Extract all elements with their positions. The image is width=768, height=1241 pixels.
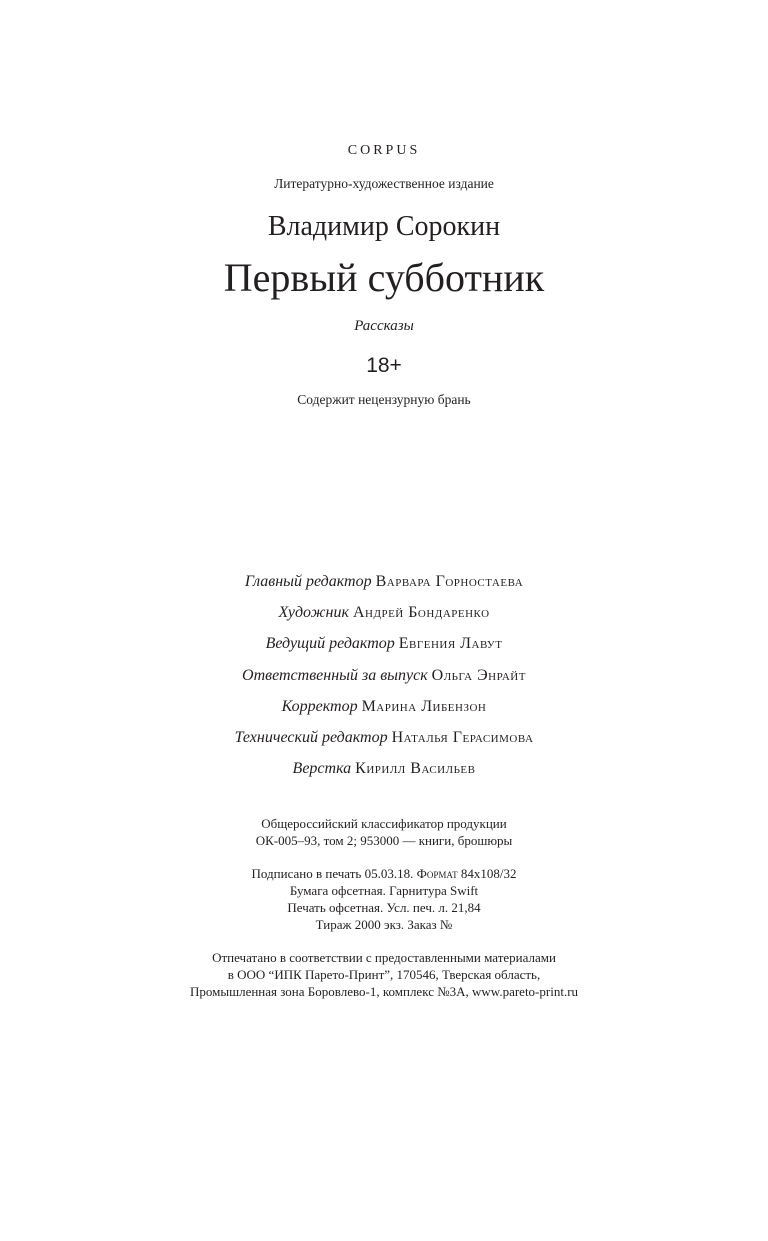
book-title: Первый субботник [223,255,545,300]
credit-name: Кирилл Васильев [355,760,476,778]
age-rating: 18+ [366,354,402,377]
credit-name: Наталья Герасимова [391,728,534,746]
credit-name: Ольга Энрайт [431,666,526,684]
classifier-code: ОК-005–93, том 2; 953000 — книги, брошюры [255,833,513,848]
content-warning: Содержит нецензурную брань [297,392,471,407]
credit-line [0,725,768,756]
credit-role: Технический редактор [234,728,388,746]
format-label: Формат [416,866,458,881]
credit-name: Варвара Горностаева [375,573,524,590]
credit-line [0,600,768,631]
credit-name: Евгения Лавут [398,635,503,653]
classifier-line: Общероссийский классификатор продукции [261,816,507,831]
printer-line: в ООО “ИПК Парето-Принт”, 170546, Тверская область, [227,967,541,982]
paper-typeface: Бумага офсетная. Гарнитура Swift [289,883,479,898]
credit-name: Марина Либензон [361,697,487,715]
printer-line: Отпечатано в соответствии с предоставленными материалами [212,950,556,965]
genre: Рассказы [354,318,414,334]
credit-line [0,694,768,725]
credit-role: Ответственный за выпуск [242,666,428,684]
format-value: 84x108/32 [460,866,517,881]
credit-line [0,663,768,694]
edition-type: Литературно-художественное издание [274,176,494,191]
printer-info [0,949,768,1000]
print-info [0,865,768,933]
signed-to-print [0,865,768,882]
credit-line [0,569,768,600]
printer-address: Промышленная зона Боровлево-1, комплекс №3А, www.pareto-print.ru [189,984,579,999]
credit-role: Художник [278,604,349,622]
product-classifier [0,815,768,849]
signed-date: Подписано в печать 05.03.18. [251,866,414,881]
credit-role: Ведущий редактор [265,635,395,653]
credit-role: Главный редактор [244,573,372,590]
credit-line [0,631,768,662]
credit-name: Андрей Бондаренко [352,604,490,622]
print-run: Тираж 2000 экз. Заказ № [315,917,453,932]
credit-line [0,756,768,787]
printing-sheets: Печать офсетная. Усл. печ. л. 21,84 [287,900,481,915]
credit-role: Корректор [281,697,358,715]
series-name: CORPUS [347,143,421,158]
author-name: Владимир Сорокин [267,211,501,242]
credits-list [0,569,768,787]
credit-role: Верстка [292,760,352,778]
